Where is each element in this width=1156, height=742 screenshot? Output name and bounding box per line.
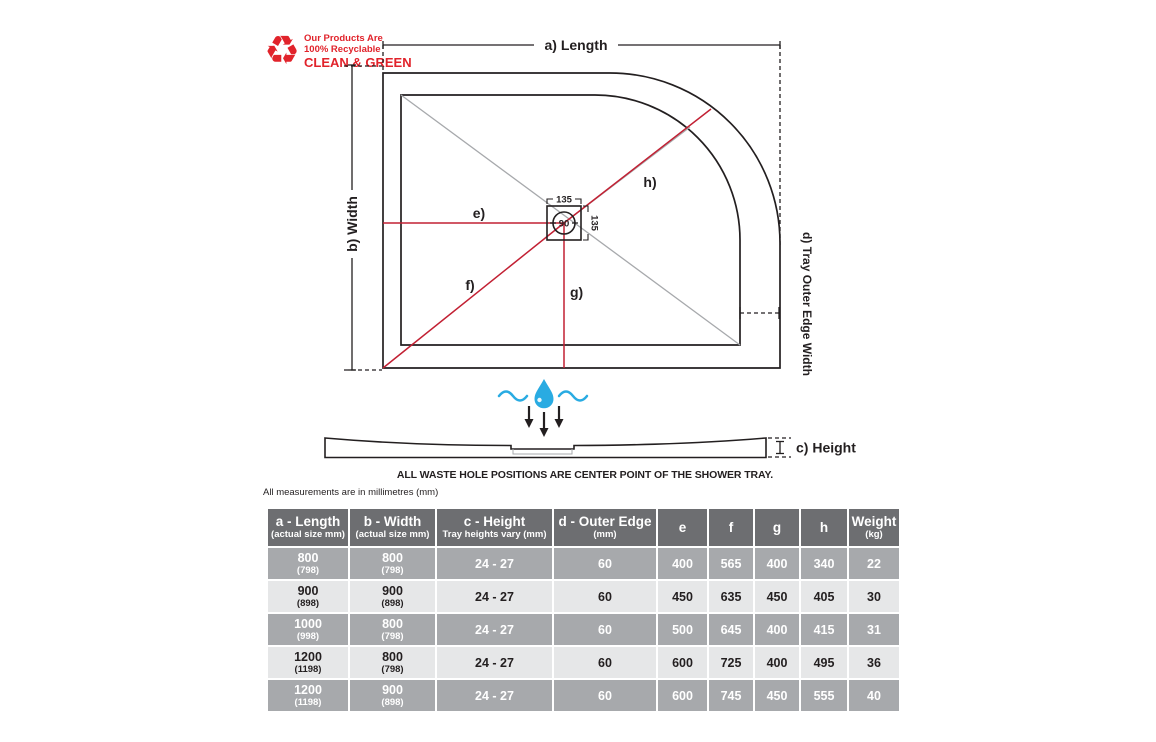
- table-row: [267, 613, 900, 646]
- cell-weight: 40: [848, 679, 900, 712]
- recycle-icon: ♻: [264, 29, 300, 73]
- cell-height: 24 - 27: [436, 547, 553, 580]
- water-waves-left-icon: [499, 392, 527, 401]
- height-dimension-label: c) Height: [796, 439, 856, 456]
- col-header-height-main: c - Height: [463, 514, 526, 530]
- cell-h: 405: [800, 580, 848, 613]
- water-waves-right-icon: [559, 392, 587, 401]
- cell-weight: 30: [848, 580, 900, 613]
- cell-weight: 31: [848, 613, 900, 646]
- cell-g: 450: [754, 679, 800, 712]
- cell-h: 495: [800, 646, 848, 679]
- cell-e: 600: [657, 679, 708, 712]
- table-row: [267, 646, 900, 679]
- col-header-width-sub: (actual size mm): [355, 528, 430, 540]
- col-header-outer-edge-sub: (mm): [593, 528, 617, 540]
- cell-h: 340: [800, 547, 848, 580]
- cell-height: 24 - 27: [436, 646, 553, 679]
- col-header-height: [436, 508, 553, 547]
- cell-f: 565: [708, 547, 754, 580]
- cell-length: 1200 (1198): [267, 646, 349, 679]
- cell-outer-edge: 60: [553, 679, 657, 712]
- cell-length: 1000 (998): [267, 613, 349, 646]
- cell-width: 800 (798): [349, 646, 436, 679]
- recyclable-logo: [264, 29, 412, 73]
- cell-width: 800 (798): [349, 613, 436, 646]
- label-f: f): [465, 277, 475, 293]
- cell-g: 400: [754, 547, 800, 580]
- col-header-f: f: [708, 508, 754, 547]
- cell-e: 450: [657, 580, 708, 613]
- cell-e: 400: [657, 547, 708, 580]
- col-header-outer-edge-main: d - Outer Edge: [558, 514, 652, 530]
- spec-table: [266, 507, 901, 713]
- table-row: [267, 547, 900, 580]
- cell-height: 24 - 27: [436, 580, 553, 613]
- cell-width: 800 (798): [349, 547, 436, 580]
- cell-f: 745: [708, 679, 754, 712]
- outer-edge-dimension-label: d) Tray Outer Edge Width: [800, 232, 814, 376]
- col-header-weight-sub: (kg): [865, 528, 883, 540]
- cell-height: 24 - 27: [436, 679, 553, 712]
- table-row: [267, 580, 900, 613]
- col-header-length-sub: (actual size mm): [271, 528, 345, 540]
- col-header-g: g: [754, 508, 800, 547]
- waste-width-dimension: 135: [556, 194, 572, 206]
- col-header-weight: [848, 508, 900, 547]
- col-header-outer-edge: [553, 508, 657, 547]
- cell-h: 555: [800, 679, 848, 712]
- cell-weight: 36: [848, 646, 900, 679]
- logo-line1: Our Products Are: [304, 33, 383, 44]
- cell-outer-edge: 60: [553, 613, 657, 646]
- dimension-height: [768, 438, 856, 457]
- cell-length: 1200 (1198): [267, 679, 349, 712]
- cell-g: 400: [754, 613, 800, 646]
- col-header-h: h: [800, 508, 848, 547]
- cell-f: 645: [708, 613, 754, 646]
- col-header-width-main: b - Width: [363, 514, 422, 530]
- col-header-length-main: a - Length: [275, 514, 341, 530]
- cell-g: 400: [754, 646, 800, 679]
- col-header-height-sub: Tray heights vary (mm): [442, 528, 547, 540]
- waste-diameter-label: 90: [558, 218, 570, 230]
- units-note: All measurements are in millimetres (mm): [263, 487, 439, 498]
- waste-height-dimension: 135: [588, 215, 600, 231]
- cell-h: 415: [800, 613, 848, 646]
- cell-g: 450: [754, 580, 800, 613]
- label-e: e): [472, 205, 486, 221]
- cell-e: 600: [657, 646, 708, 679]
- waste-position-note: ALL WASTE HOLE POSITIONS ARE CENTER POINT OF THE SHOWER TRAY.: [396, 469, 774, 481]
- cell-outer-edge: 60: [553, 547, 657, 580]
- cell-weight: 22: [848, 547, 900, 580]
- cell-f: 725: [708, 646, 754, 679]
- width-dimension-label: b) Width: [344, 196, 360, 252]
- water-flow-graphic: [499, 379, 587, 437]
- col-header-e: e: [657, 508, 708, 547]
- logo-line3: CLEAN & GREEN: [304, 55, 412, 70]
- cell-length: 800 (798): [267, 547, 349, 580]
- cell-width: 900 (898): [349, 679, 436, 712]
- cell-outer-edge: 60: [553, 580, 657, 613]
- water-drop-icon: [535, 379, 554, 408]
- drop-highlight: [537, 398, 541, 402]
- cell-height: 24 - 27: [436, 613, 553, 646]
- cell-width: 900 (898): [349, 580, 436, 613]
- logo-line2: 100% Recyclable: [304, 44, 381, 55]
- table-row: [267, 679, 900, 712]
- col-header-length: [267, 508, 349, 547]
- length-dimension-label: a) Length: [544, 37, 608, 53]
- col-header-width: [349, 508, 436, 547]
- cell-e: 500: [657, 613, 708, 646]
- cell-length: 900 (898): [267, 580, 349, 613]
- col-header-weight-main: Weight: [851, 514, 897, 530]
- cell-outer-edge: 60: [553, 646, 657, 679]
- table-header-row: [267, 508, 900, 547]
- label-g: g): [570, 284, 584, 300]
- cell-f: 635: [708, 580, 754, 613]
- down-arrows-icon: [525, 406, 564, 437]
- tray-cross-section: [325, 438, 766, 458]
- label-h: h): [643, 174, 657, 190]
- dimension-width: [344, 65, 382, 370]
